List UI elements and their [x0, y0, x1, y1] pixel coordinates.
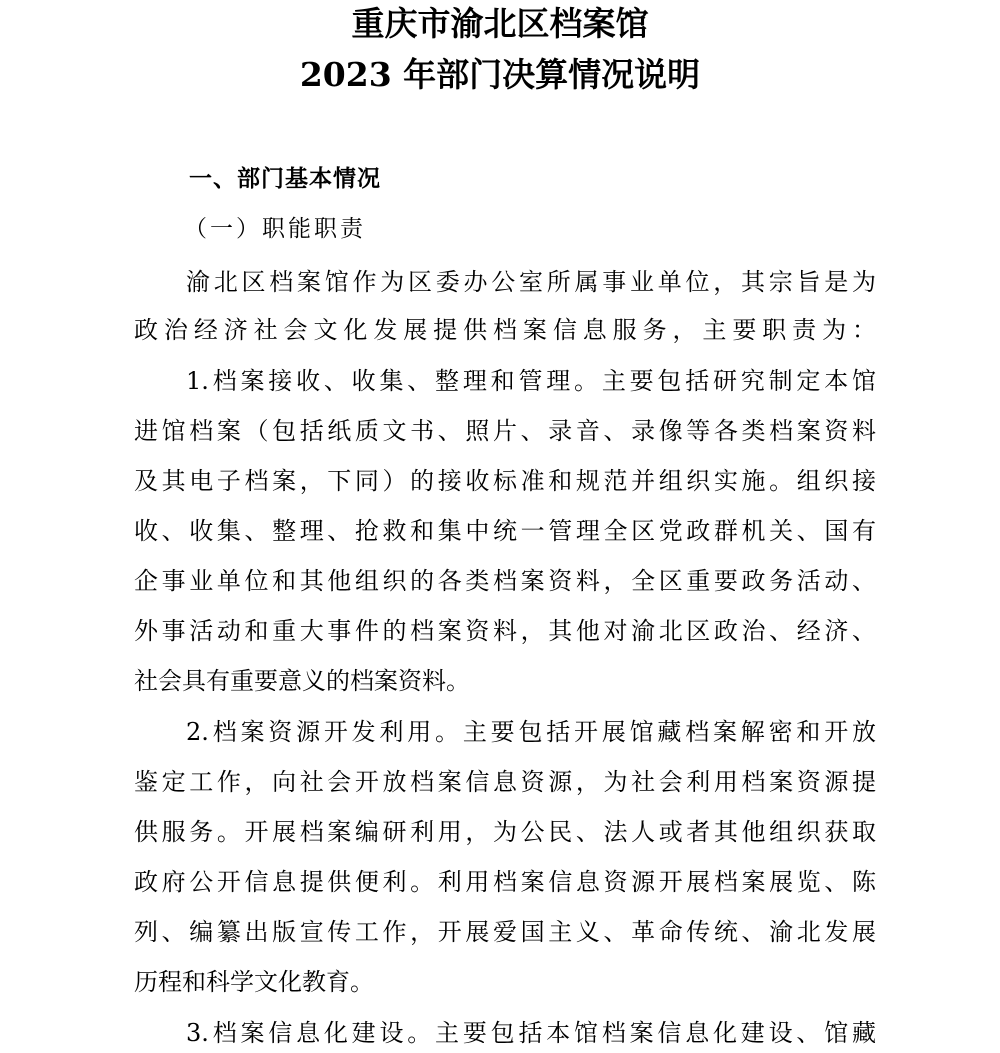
body-text-line: 渝北区档案馆作为区委办公室所属事业单位，其宗旨是为: [186, 268, 876, 296]
body-text-line: 3.档案信息化建设。主要包括本馆档案信息化建设、馆藏: [186, 1019, 876, 1047]
section-heading: 一、部门基本情况: [189, 166, 381, 192]
body-text-line: 及其电子档案，下同）的接收标准和规范并组织实施。组织接: [134, 467, 876, 495]
body-text-line: 供服务。开展档案编研利用，为公民、法人或者其他组织获取: [134, 818, 876, 846]
body-text-line: 历程和科学文化教育。: [134, 968, 374, 996]
subsection-heading: （一）职能职责: [184, 216, 366, 242]
body-text-line: 鉴定工作，向社会开放档案信息资源，为社会利用档案资源提: [134, 768, 876, 796]
body-text-line: 2.档案资源开发利用。主要包括开展馆藏档案解密和开放: [186, 718, 876, 746]
body-text-line: 企事业单位和其他组织的各类档案资料，全区重要政务活动、: [134, 567, 876, 595]
body-text-line: 进馆档案（包括纸质文书、照片、录音、录像等各类档案资料: [134, 417, 876, 445]
document-title-line2: 2023 年部门决算情况说明: [299, 55, 701, 94]
document-title-line1: 重庆市渝北区档案馆: [351, 4, 649, 43]
body-text-line: 政治经济社会文化发展提供档案信息服务，主要职责为：: [134, 316, 876, 344]
body-text-line: 社会具有重要意义的档案资料。: [134, 667, 470, 695]
body-text-line: 政府公开信息提供便利。利用档案信息资源开展档案展览、陈: [134, 868, 876, 896]
body-text-line: 收、收集、整理、抢救和集中统一管理全区党政群机关、国有: [134, 517, 876, 545]
body-text-line: 1.档案接收、收集、整理和管理。主要包括研究制定本馆: [186, 367, 876, 395]
body-text-line: 列、编纂出版宣传工作，开展爱国主义、革命传统、渝北发展: [134, 918, 876, 946]
body-text-line: 外事活动和重大事件的档案资料，其他对渝北区政治、经济、: [134, 617, 876, 645]
